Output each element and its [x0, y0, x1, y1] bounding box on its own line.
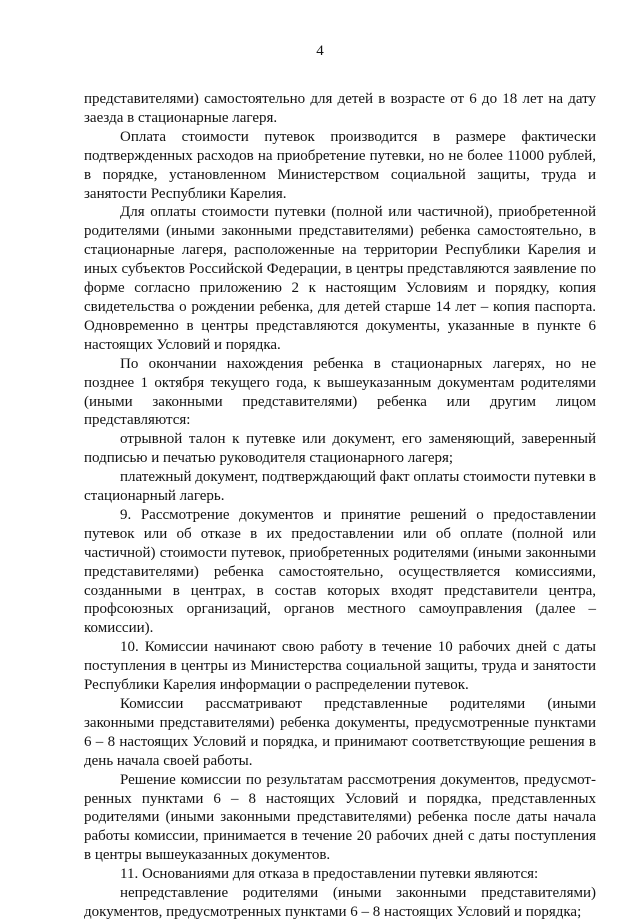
paragraph-payment-proof: платежный документ, подтверждающий факт оплаты стоимости путевки в стационарный лагерь.: [84, 469, 596, 505]
paragraph-voucher-stub: отрывной талон к путевке или документ, его заменяющий, заверенный подписью и печатью руководителя стационарного лагеря;: [84, 431, 596, 467]
paragraph-commission-decision: Решение комиссии по результатам рассмотрения документов, предусмот-ренных пунктами 6 – 8 настоящих Условий и порядка, представленных родителями (иными законными представителями) ребенка после даты начала работы комиссии, принимается в течение 20 рабочих дней с даты поступления в центры вышеуказанных документов.: [84, 771, 596, 864]
paragraph-commission-review: Комиссии рассматривают представленные родителями (иными законными представителями) ребенка документы, предусмотренные пунктами 6 – 8 настоящих Условий и порядка, и принимают соответствующие решения в день начала своей работы.: [84, 696, 596, 769]
page-number: 4: [316, 43, 324, 59]
paragraph-after-stay: По окончании нахождения ребенка в стационарных лагерях, но не позднее 1 октября текущего года, к вышеуказанным документам родителями (иными законными представителями) ребенка или другим лицом представляются:: [84, 355, 596, 429]
paragraph-item-11: 11. Основаниями для отказа в предоставлении путевки являются:: [120, 866, 539, 883]
paragraph-continuation: представителями) самостоятельно для детей в возрасте от 6 до 18 лет на дату заезда в стационарные лагеря.: [84, 91, 596, 126]
paragraph-item-10: 10. Комиссии начинают свою работу в течение 10 рабочих дней с даты поступления в центры из Министерства социальной защиты, труда и занятости Республики Карелия информации о распределении путевок.: [84, 639, 596, 694]
paragraph-payment-amount: Оплата стоимости путевок производится в размере фактически подтвержденных расходов на приобретение путевки, но не более 11000 рублей, в порядке, установленном Министерством социальной защиты, труда и занятости Республики Карелия.: [84, 128, 596, 202]
paragraph-refusal-ground: непредставление родителями (иными законными представителями) документов, предусмотренных пунктами 6 – 8 настоящих Условий и порядка;: [84, 885, 596, 920]
paragraph-payment-documents: Для оплаты стоимости путевки (полной или частичной), приобретенной родителями (иными законными представителями) ребенка самостоятельно, в стационарные лагеря, расположенные на территории Республики Карелия и иных субъектов Российской Федерации, в центры представляются заявление по форме согласно приложению 2 к настоящим Условиям и порядку, копия свидетельства о рождении ребенка, для детей старше 14 лет – копия паспорта. Одновременно в центры представляются документы, указанные в пункте 6 настоящих Условий и порядка.: [84, 204, 596, 353]
paragraph-item-9: 9. Рассмотрение документов и принятие решений о предоставлении путевок или об отказе в их предоставлении или об оплате (полной или частичной) стоимости путевок, приобретенных родителями (иными законными представителями) ребенка самостоятельно, осуществляется комиссиями, созданными в центрах, в состав которых входят представители центра, профсоюзных организаций, органов местного самоуправления (далее – комиссии).: [84, 506, 596, 637]
document-body: [84, 90, 596, 922]
